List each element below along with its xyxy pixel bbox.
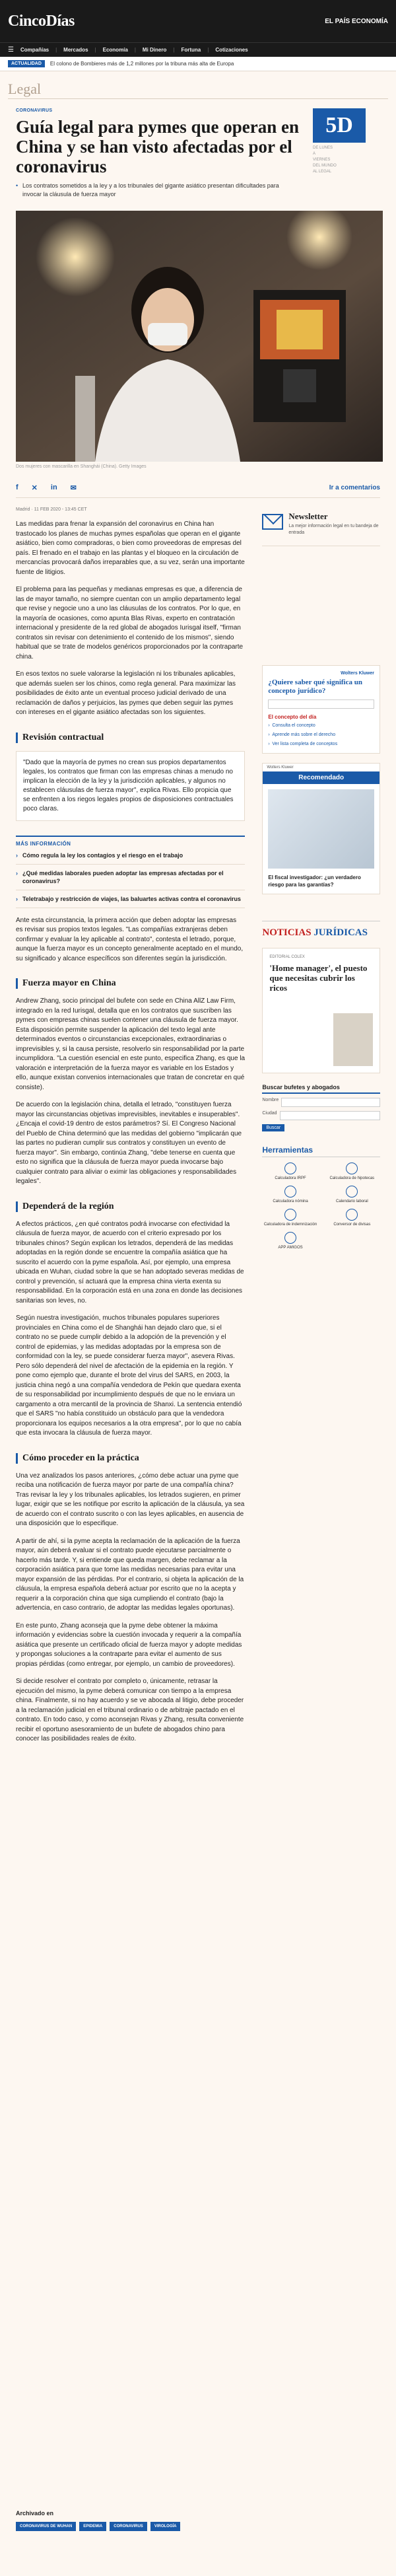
share-icons <box>16 483 77 492</box>
cinco-badge: 5D <box>313 108 366 143</box>
article-body <box>16 498 245 1744</box>
ticker-badge: ACTUALIDAD <box>8 60 45 67</box>
recommended-widget <box>262 763 380 894</box>
briefcase-icon <box>284 1209 296 1221</box>
tools-widget <box>262 1145 380 1250</box>
section-heading: Revisión contractual <box>16 733 245 743</box>
content-columns <box>0 498 396 1744</box>
article-header <box>0 99 396 199</box>
cinco-lines: DE LUNES A VIERNES DEL MUNDO AL LEGAL <box>313 146 337 174</box>
name-input[interactable] <box>281 1098 380 1107</box>
tool-hipotecas[interactable]: Calculadora de hipotecas <box>324 1163 380 1180</box>
email-icon[interactable]: ✉ <box>70 484 77 492</box>
city-input[interactable] <box>280 1111 380 1120</box>
recommended-source: Wolters Kluwer <box>267 766 294 769</box>
nav-item-economia[interactable]: Economía <box>102 47 128 53</box>
share-row <box>16 483 380 498</box>
ad-image <box>333 1013 373 1066</box>
section-heading: Fuerza mayor en China <box>16 978 245 989</box>
quote-box: "Dado que la mayoría de pymes no crean sus propios departamentos legales, los contratos que firman con las empresas chinas a menudo no implican la elección de la ley y la jurisdicción aplicables, y algunos no establecen cláusulas de fuerza mayor", explica Rivas. Ello propicia que se enfrenten a los riegos legales propios de disposiciones contractuales poco claras. <box>16 751 245 821</box>
news-ticker <box>0 57 396 71</box>
nav-item-mi-dinero[interactable]: Mi Dinero <box>142 47 167 53</box>
calendar-icon <box>346 1186 358 1198</box>
linkedin-icon[interactable]: in <box>50 483 57 491</box>
search-label: Nombre <box>262 1098 279 1102</box>
paragraph: Ante esta circunstancia, la primera acción que deben adoptar las empresas es revisar sus propios textos legales. "Las compañías extranjeras deben confirmar y evaluar la ley aplicable al contrato", contesta el letrado, porque, aunque la fuerza mayor es un concepto generalmente aceptado en el mundo, su significado y alcance específicos son diferentes según la jurisdicción. <box>16 916 244 962</box>
editorial-ad[interactable] <box>262 948 380 1073</box>
ad-title: 'Home manager', el puesto que necesitas cubrir los ricos <box>269 963 368 993</box>
nav-item-fortuna[interactable]: Fortuna <box>181 47 201 53</box>
payroll-icon <box>284 1186 296 1198</box>
paragraph: En esos textos no suele valorarse la legislación ni los tribunales aplicables, que además suelen ser los chinos, como regla general. Para maximizar las posibilidades de éxito ante un eventual proceso judicial derivado de una reclamación de daños y perjuicios, las pymes que deben seguir las pymes con intereses en el gigante asiático afectadas son los siguientes. <box>16 670 236 716</box>
comments-link[interactable]: Ir a comentarios <box>329 484 380 491</box>
more-info-link[interactable]: › ¿Qué medidas laborales pueden adoptar las empresas afectadas por el coronavirus? <box>16 865 245 890</box>
tags-row <box>16 2522 247 2531</box>
ad-label: EDITORIAL COLEX <box>269 955 305 959</box>
search-label: Ciudad <box>262 1111 277 1116</box>
tag[interactable]: CORONAVIRUS <box>110 2522 147 2531</box>
concept-of-day-title: El concepto del día <box>268 714 317 720</box>
nav-item-companias[interactable]: Compañías <box>20 47 50 53</box>
paragraph: Una vez analizados los pasos anteriores, ¿cómo debe actuar una pyme que reciba una notificación de fuerza mayor por parte de una compañía china? Tras revisar la ley y los tribunales aplicables, los letrados sugieren, en primer lugar, exigir que se les notifique por escrito la aplicación de la cláusula, ya sea de acuerdo con el contrato suscrito o con las leyes aplicables, en ausencia de una disposición que lo especifique. <box>16 1472 245 1527</box>
widget-link[interactable]: › Ver lista completa de conceptos <box>268 741 374 748</box>
more-info-link[interactable]: › Cómo regula la ley los contagios y el riesgo en el trabajo <box>16 847 245 865</box>
search-button[interactable]: Buscar <box>262 1124 284 1131</box>
wolters-kluwer-logo: Wolters Kluwer <box>341 671 374 676</box>
widget-link[interactable]: › Consulta el concepto <box>268 723 374 729</box>
paragraph: En este punto, Zhang aconseja que la pyme debe obtener la máxima información y evidencias sobre la cuestión invocada y requerir a la compañía asiática que presente un certificado oficial de fuerza mayor y adopte medidas y propongas soluciones a la contraparte para evitar el aumento de sus propias pérdidas (como entregar, por ejemplo, un cambio de proveedores). <box>16 1622 242 1668</box>
article-photo <box>16 211 383 462</box>
noticias-juridicas-logo[interactable]: NOTICIAS JURÍDICAS <box>262 921 380 939</box>
currency-icon <box>346 1209 358 1221</box>
article-head <box>16 99 300 199</box>
paragraph: A partir de ahí, si la pyme acepta la reclamación de la aplicación de la fuerza mayor, aún deberá evaluar si el contrato puede ejecutarse parcialmente o hacerlo más tarde. Y, si entiende que queda margen, debe reclamar a la corporación asiática para que tome las medidas necesarias para evitar una mayor expansión de las pérdidas. Por el contrario, si objeta la aplicación de la cláusula, la empresa española deberá actuar por escrito que no la acepta y requerir a la corporación china que siga cumpliendo el contrato (bajo la advertencia, en caso contrario, de adoptar las medidas legales oportunas). <box>16 1537 244 1612</box>
nav-separator: | <box>207 47 209 53</box>
recommended-title: Recomendado <box>263 771 380 784</box>
article-kicker[interactable]: CORONAVIRUS <box>16 108 53 113</box>
paragraph: El problema para las pequeñas y medianas empresas es que, a diferencia de las de mayor tamaño, no siempre cuentan con un amplio departamento legal que revise y negocie uno a uno las cláusulas de los contratos. Por lo que, en la mayoría de ocasiones, como apunta Blas Rivas, experto en contratación internacional y presidente de la red global de abogados Iurisgal itself, "firman contratos sin revisar con detenimiento el contenido de los mismos", siendo habitual que se trate de modelos genéricos proporcionados por la contraparte china. <box>16 586 244 661</box>
search-title: Buscar bufetes y abogados <box>262 1084 380 1094</box>
nav-separator: | <box>94 47 96 53</box>
recommended-image[interactable] <box>268 789 374 869</box>
newsletter-text: La mejor información legal en tu bandeja de entrada <box>288 524 379 535</box>
more-info-box <box>16 836 245 908</box>
paragraph: Si decide resolver el contrato por completo o, únicamente, retrasar la ejecución del mismo, la pyme deberá comunicar con tiempo a la empresa china. Finalmente, si no hay acuerdo y se ve abocada al litigio, debe proceder a la reclamación judicial en el tribunal ordinario o de arbitraje pactado en el contrato. En todo caso, y como aconsejan Rivas y Zhang, resulta conveniente recibir el oportuno asesoramiento de un bufete de abogados chino para conocer las posibilidades reales de éxito. <box>16 1678 244 1742</box>
newsletter-promo[interactable] <box>262 511 380 546</box>
paragraph: De acuerdo con la legislación china, detalla el letrado, "constituyen fuerza mayor las circunstancias objetivas imprevisibles, inevitables e insuperables". ¿Encaja el covid-19 dentro de estos parámetros? Sí. El Congreso Nacional del Pueblo de China determinó que las medidas del gobierno "implicarán que las partes no pudieran cumplir sus contratos y constituyen un evento de fuerza mayor". Sin embargo, continúa Zhang, "debe tenerse en cuenta que esto no significa que la cláusula de fuerza mayor pueda invocarse bajo cualquier contrato para aliviar o eximir las obligaciones y responsabilidades legales". <box>16 1101 242 1185</box>
phone-icon <box>284 1232 296 1244</box>
paragraph: Andrew Zhang, socio principal del bufete con sede en China AllZ Law Firm, integrado en la red Iurisgal, detalla que en los contratos que suscriben las pymes con empresas chinas suelen contener una cláusula de fuerza mayor. Esta disposición permite suspender la aplicación del texto legal ante determinados eventos o circunstancias excepcionales, extraordinarias o imprevisibles y, si la causa persiste, resolverlo sin responsabilidad por la parte incumplidora. "La cuestión esencial en este punto, especifica Zhang, es que la valoración e interpretación de la fuerza mayor es variable en los Estados y ello, aunque existan convenios internacionales que tratan de concretar en qué consiste). <box>16 997 246 1091</box>
ticker-headline[interactable]: El colono de Bombieres más de 1,2 millones por la tribuna más alta de Europa <box>50 61 234 67</box>
nav-separator: | <box>173 47 175 53</box>
menu-icon[interactable]: ☰ <box>8 46 14 54</box>
article-headline: Guía legal para pymes que operan en China y se han visto afectadas por el coronavirus <box>16 117 300 176</box>
widget-link[interactable]: › Aprende más sobre el derecho <box>268 732 374 738</box>
paragraph: Las medidas para frenar la expansión del coronavirus en China han trastocado los planes de muchas pymes españolas que operan en el gigante asiático, bien como compradoras, o bien como proveedoras de empresas del país. El frenado en el trabajo en las plantas y el bloqueo en la circulación de mercancías provocará daños irreparables que, a su vez, serán una importante fuente de litigios. <box>16 520 245 576</box>
lawyer-search <box>262 1084 380 1132</box>
tool-nomina[interactable]: Calculadora nómina <box>262 1186 318 1203</box>
house-icon <box>346 1163 358 1174</box>
paragraph: A efectos prácticos, ¿en qué contratos podrá invocarse con efectividad la cláusula de fuerza mayor, de acuerdo con el criterio expresado por los tribunales chinos? Según explican los letrados, dependerá de las medidas adoptadas en la región donde se encuentre la compañía asiática que ha suscrito el acuerdo con la pyme española. Así, por ejemplo, una empresa ubicada en Wuhan, ciudad sobre la que se han adoptado severas medidas de control y prevención, sí actuará que la empresa china vierta exenta su responsabilidad. En la corporación está en una zona en donde las decisiones sanitarias son leves, no. <box>16 1220 244 1305</box>
article-dateline: Madrid · 11 FEB 2020 - 13:45 CET <box>16 507 87 512</box>
more-info-link[interactable]: › Teletrabajo y restricción de viajes, las baluartes activas contra el coronavirus <box>16 890 245 908</box>
tag[interactable]: VIROLOGÍA <box>150 2522 181 2531</box>
top-bar <box>0 0 396 42</box>
tools-title: Herramientas <box>262 1145 380 1157</box>
newsletter-title: Newsletter <box>288 511 328 521</box>
legal-concept-widget <box>262 665 380 754</box>
cinco-dias-promo[interactable] <box>313 108 366 199</box>
calculator-icon <box>284 1163 296 1174</box>
section-heading: Dependerá de la región <box>16 1201 245 1212</box>
tool-app[interactable]: APP AMIGOS <box>262 1232 318 1250</box>
nav-separator: | <box>134 47 136 53</box>
partner-logo[interactable]: EL PAÍS ECONOMÍA <box>325 17 388 25</box>
tool-irpf[interactable]: Calculadora IRPF <box>262 1163 318 1180</box>
sidebar <box>262 498 380 1744</box>
tag[interactable]: CORONAVIRUS DE WUHAN <box>16 2522 76 2531</box>
nav-item-mercados[interactable]: Mercados <box>63 47 88 53</box>
widget-question: ¿Quiere saber qué significa un concepto jurídico? <box>268 678 362 695</box>
site-logo[interactable]: CincoDías <box>8 12 75 30</box>
recommended-caption[interactable]: El fiscal investigador: ¿un verdadero riesgo para las garantías? <box>268 875 361 888</box>
nav-separator: | <box>55 47 57 53</box>
photo-caption: Dos mujeres con mascarilla en Shanghái (China). Getty Images <box>16 464 147 469</box>
tags-section <box>16 2510 247 2531</box>
tool-calendario[interactable]: Calendario laboral <box>324 1186 380 1203</box>
tools-grid <box>262 1163 380 1250</box>
envelope-icon <box>262 514 283 530</box>
tag[interactable]: EPIDEMIA <box>79 2522 106 2531</box>
section-heading: Cómo proceder en la práctica <box>16 1453 245 1464</box>
tags-title: Archivado en <box>16 2510 54 2517</box>
twitter-icon[interactable]: ✕ <box>31 484 38 492</box>
section-title[interactable]: Legal <box>8 71 388 99</box>
article-subhead: • Los contratos sometidos a la ley y a los tribunales del gigante asiático presentan dificultades para invocar la cláusula de fuerza mayor <box>16 182 300 199</box>
paragraph: Según nuestra investigación, muchos tribunales populares superiores provinciales en China como el de Shanghái han dejado claro que, si el contrato no se puede cumplir debido a la adopción de la prevención y el control de epidemias, y las medidas adoptadas por la empresa son de conformidad con la ley, se puede considerar fuerza mayor", asevera Rivas. Pero sólo dependerá del nivel de afectación de la epidemia en la región. Y pone como ejemplo que, durante el brote del virus del SARS, en 2003, la justicia china negó a una compañía vendedora de Pekín que quedara exenta de su responsabilidad por incumplimiento después de que no le enviara un cargamento a otra mercantil de la provincia de Shanxi. La sentencia entendió que el SARS "no había constituido un obstáculo para que la vendedora proporcionara los equipos necesarios a la otra empresa", por lo que no cabía que esta invocara la cláusula de fuerza mayor. <box>16 1314 242 1437</box>
more-info-title: MÁS INFORMACIÓN <box>16 840 71 847</box>
main-nav <box>0 42 396 57</box>
nav-item-cotizaciones[interactable]: Cotizaciones <box>215 47 248 53</box>
photo-illustration <box>16 211 383 462</box>
concept-search-input[interactable] <box>268 699 374 709</box>
tool-indemnizacion[interactable]: Calculadora de indemnización <box>262 1209 318 1227</box>
tool-divisas[interactable]: Conversor de divisas <box>324 1209 380 1227</box>
facebook-icon[interactable]: f <box>16 483 18 491</box>
